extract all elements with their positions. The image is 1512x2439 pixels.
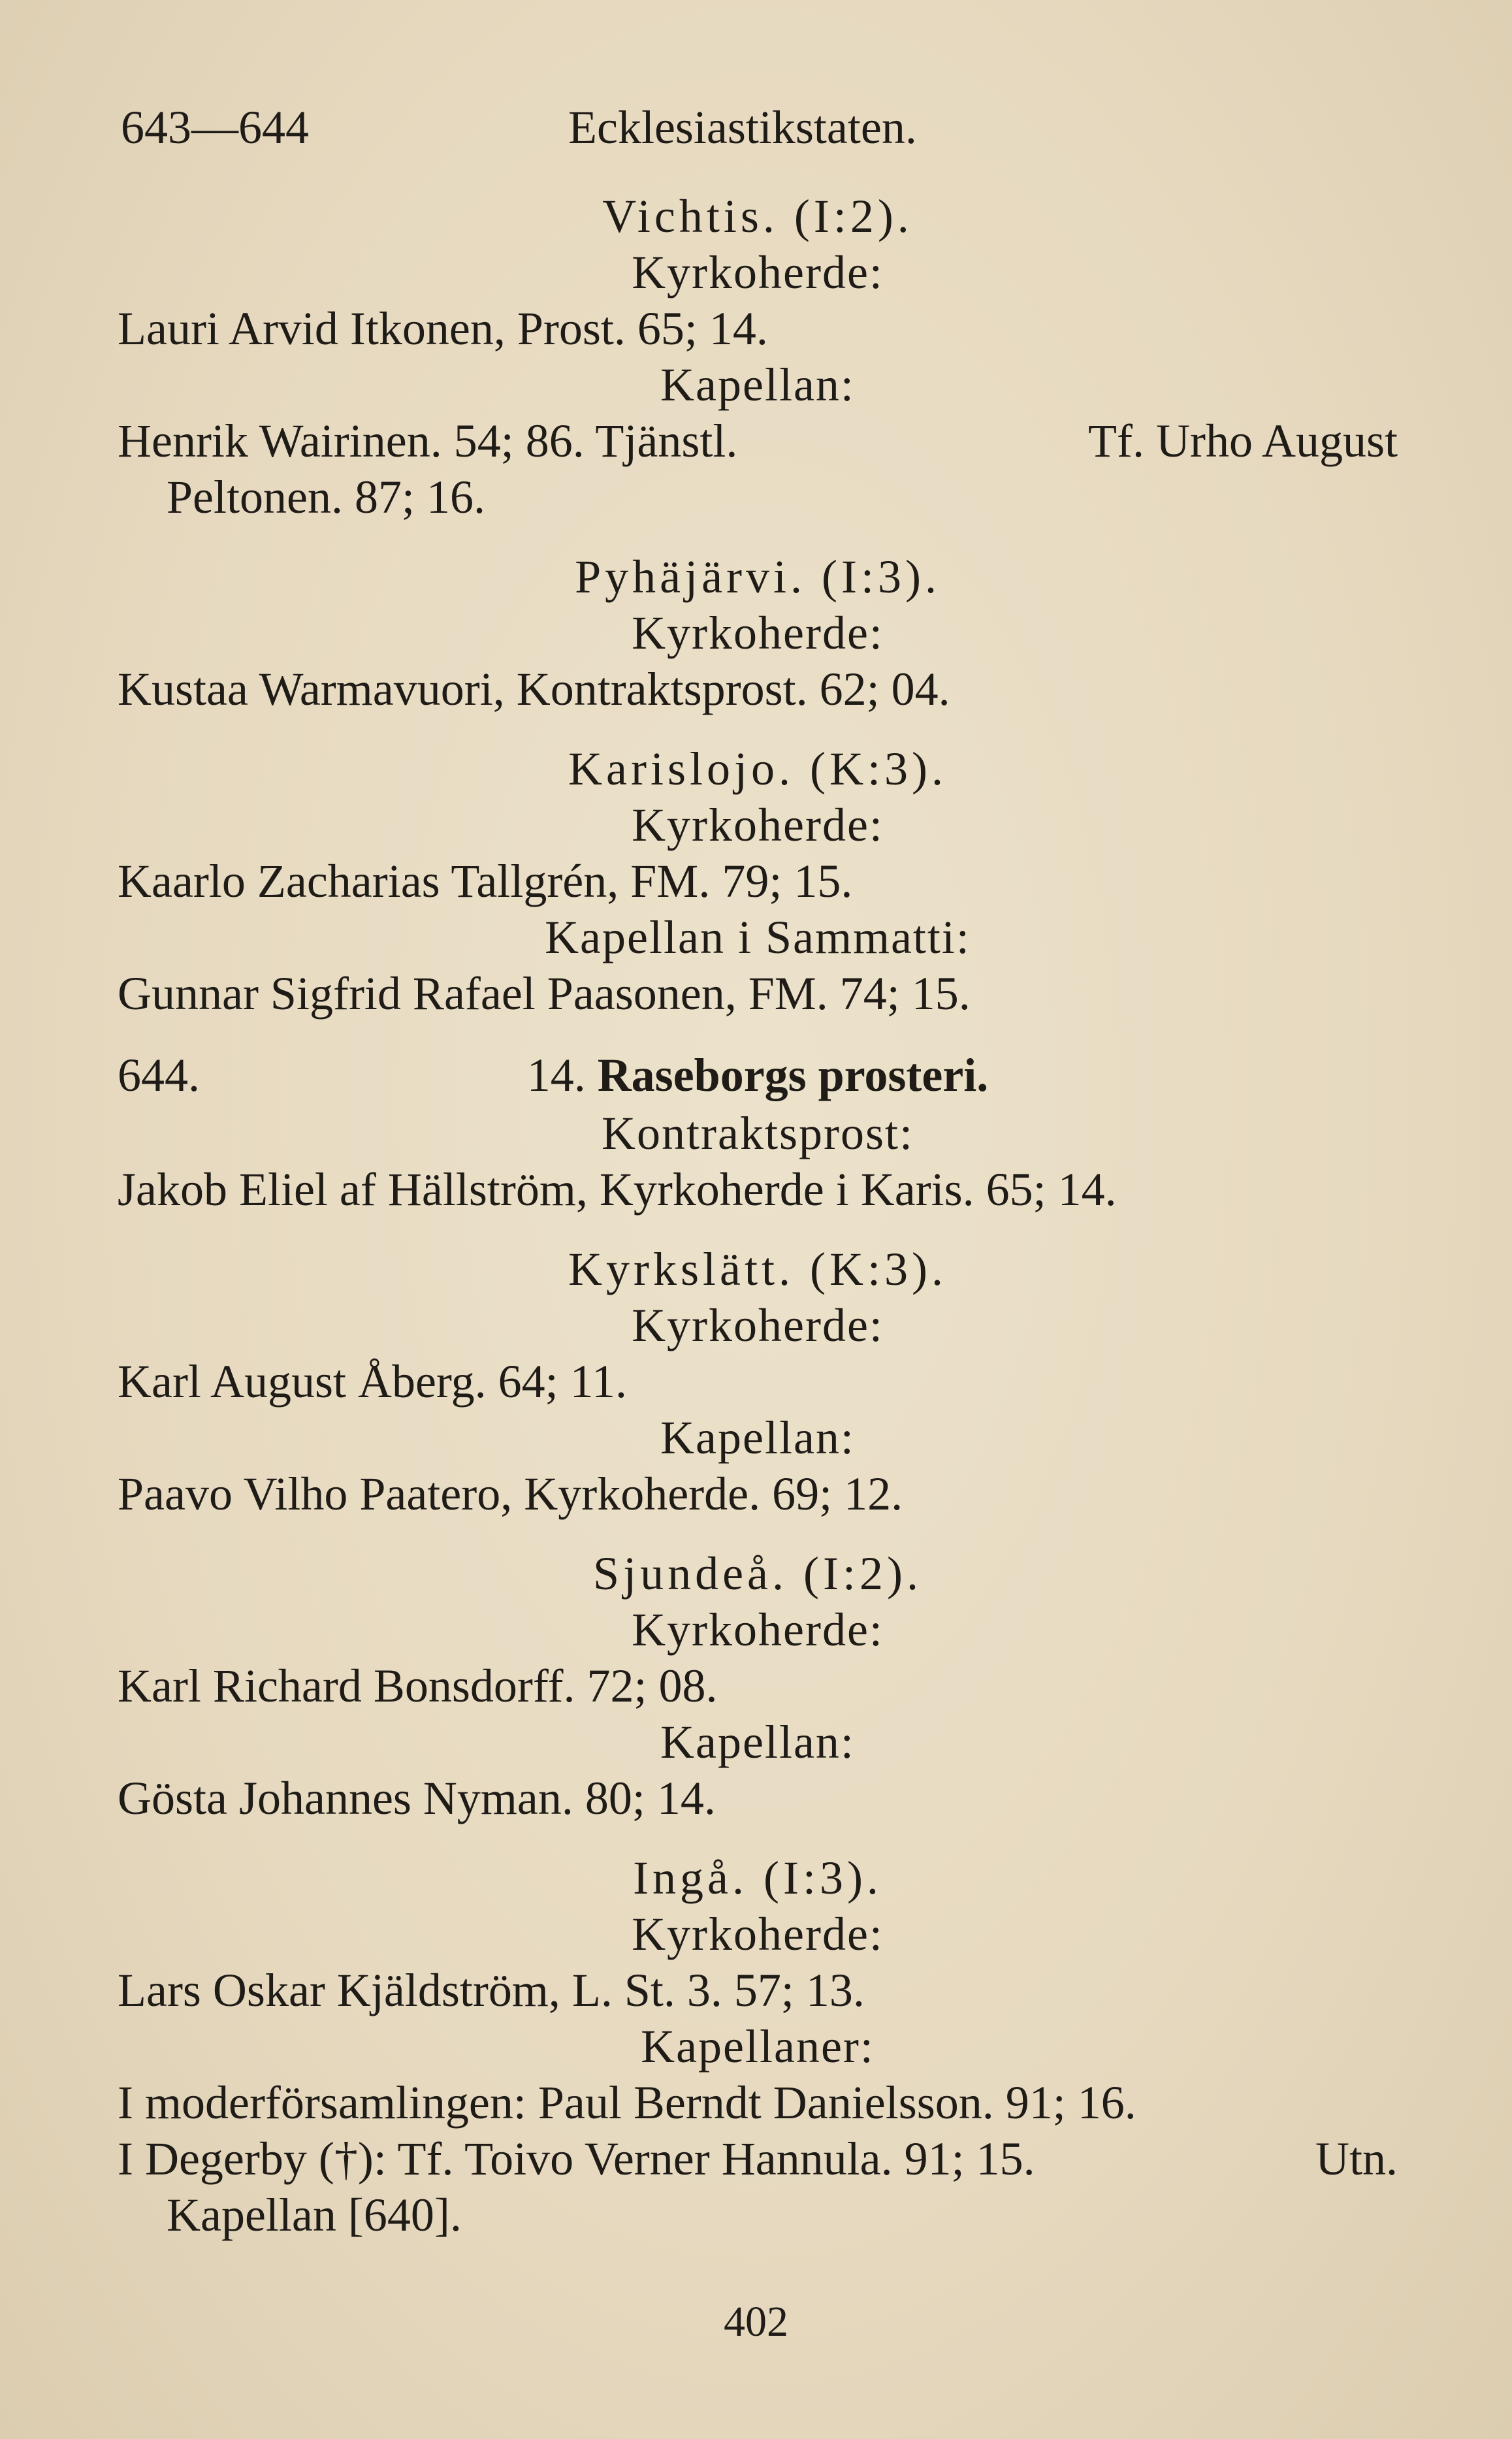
section-title — [118, 1045, 1398, 1105]
parish-heading-kyrkslatt: Kyrkslätt. (K:3). — [568, 1243, 947, 1295]
kapellan-entry-part1: Henrik Wairinen. 54; 86. Tjänstl. — [118, 415, 738, 467]
kapellan-label: Kapellan: — [660, 1716, 855, 1768]
kyrkoherde-entry: Kustaa Warmavuori, Kontraktsprost. 62; 04. — [118, 663, 950, 715]
kyrkoherde-entry: Karl Richard Bonsdorff. 72; 08. — [118, 1660, 718, 1712]
kyrkoherde-label: Kyrkoherde: — [632, 1299, 884, 1351]
section-title-number: 14. — [526, 1049, 586, 1101]
kyrkoherde-label: Kyrkoherde: — [632, 1604, 884, 1656]
kapellan-entry-part2: Utn. — [1315, 2133, 1398, 2185]
kapellan-entry: I moderförsamlingen: Paul Berndt Danielsson. 91; 16. — [118, 2076, 1136, 2129]
kyrkoherde-entry: Lauri Arvid Itkonen, Prost. 65; 14. — [118, 302, 768, 355]
kontraktsprost-entry: Jakob Eliel af Hällström, Kyrkoherde i Karis. 65; 14. — [118, 1163, 1117, 1216]
kyrkoherde-entry: Lars Oskar Kjäldström, L. St. 3. 57; 13. — [118, 1964, 865, 2016]
kyrkoherde-entry: Kaarlo Zacharias Tallgrén, FM. 79; 15. — [118, 855, 853, 907]
section-heading-raseborg — [118, 1045, 1398, 1105]
kapellaner-label: Kapellaner: — [641, 2020, 875, 2073]
page-body — [118, 188, 1398, 2243]
kyrkoherde-label: Kyrkoherde: — [632, 1908, 884, 1960]
header-page-range: 643—644 — [121, 101, 309, 153]
parish-heading-pyhajarvi: Pyhäjärvi. (I:3). — [575, 551, 941, 603]
kontraktsprost-label: Kontraktsprost: — [602, 1107, 914, 1159]
kyrkoherde-entry: Karl August Åberg. 64; 11. — [118, 1355, 627, 1408]
page-number: 402 — [724, 2298, 788, 2346]
kapellan-label: Kapellan: — [660, 359, 855, 411]
kapellan-entry: Gösta Johannes Nyman. 80; 14. — [118, 1772, 716, 1824]
kapellan-label: Kapellan: — [660, 1412, 855, 1464]
parish-heading-karislojo: Karislojo. (K:3). — [568, 743, 947, 795]
kapellan-entry: Paavo Vilho Paatero, Kyrkoherde. 69; 12. — [118, 1468, 903, 1520]
kapellan-entry-continuation: Kapellan [640]. — [167, 2189, 462, 2241]
kapellan-entry — [118, 2131, 1398, 2187]
kapellan-entry-part2: Tf. Urho August — [1088, 415, 1398, 467]
section-title-text: Raseborgs prosteri. — [597, 1049, 989, 1101]
kyrkoherde-label: Kyrkoherde: — [632, 607, 884, 659]
running-header — [121, 91, 1401, 163]
kapellan-entry-continuation: Peltonen. 87; 16. — [167, 471, 485, 523]
parish-heading-inga: Ingå. (I:3). — [633, 1852, 882, 1904]
parish-heading-vichtis: Vichtis. (I:2). — [602, 190, 913, 242]
header-title: Ecklesiastikstaten. — [568, 101, 917, 153]
section-number: 644. — [118, 1049, 200, 1101]
kapellan-label: Kapellan i Sammatti: — [545, 911, 971, 963]
parish-heading-sjundea: Sjundeå. (I:2). — [593, 1547, 922, 1600]
kapellan-entry — [118, 413, 1398, 469]
kapellan-entry-part1: I Degerby (†): Tf. Toivo Verner Hannula. 91; 15. — [118, 2133, 1035, 2185]
kapellan-entry: Gunnar Sigfrid Rafael Paasonen, FM. 74; 15. — [118, 967, 971, 1020]
kyrkoherde-label: Kyrkoherde: — [632, 246, 884, 299]
kyrkoherde-label: Kyrkoherde: — [632, 799, 884, 851]
